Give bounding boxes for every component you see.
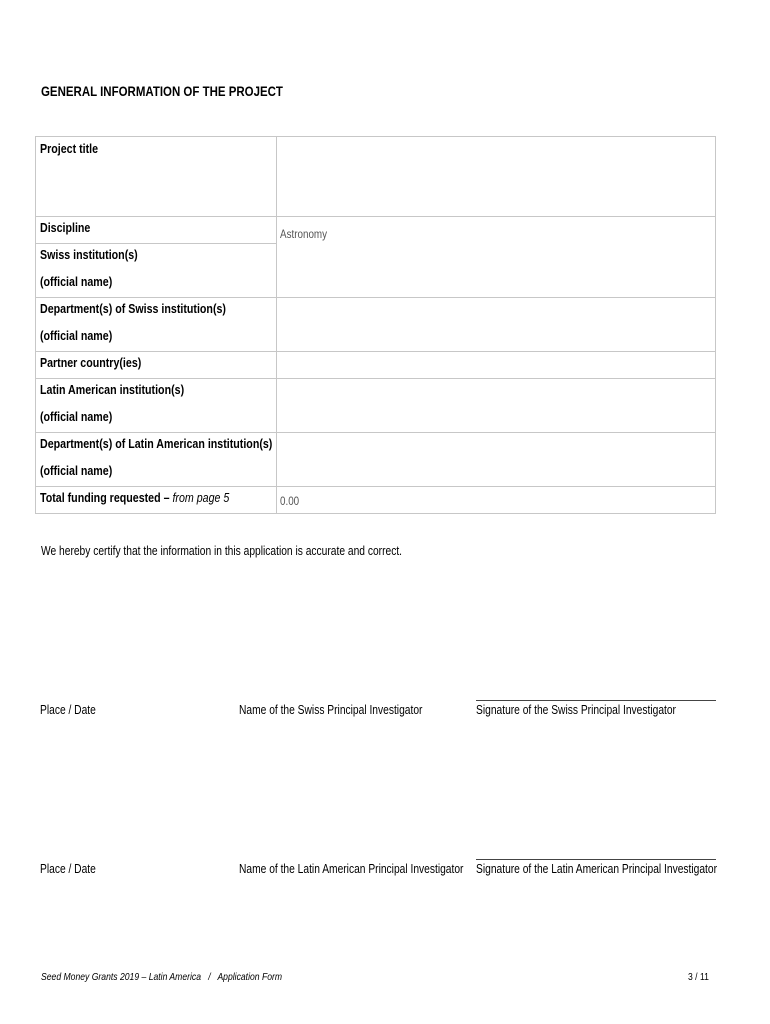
swiss-department-label: Department(s) of Swiss institution(s) bbox=[40, 301, 226, 316]
row-divider bbox=[36, 216, 715, 217]
row-divider bbox=[36, 297, 715, 298]
latam-department-label: Department(s) of Latin American institution(s) bbox=[40, 436, 273, 451]
latam-institution-label: Latin American institution(s) bbox=[40, 382, 185, 397]
swiss-place-date: Place / Date bbox=[40, 703, 96, 717]
row-divider bbox=[36, 378, 715, 379]
swiss-department-sub: (official name) bbox=[40, 328, 113, 343]
swiss-signature-line[interactable] bbox=[476, 700, 716, 701]
latam-signature-line[interactable] bbox=[476, 859, 716, 860]
partner-country-field[interactable] bbox=[280, 357, 710, 375]
partner-country-label: Partner country(ies) bbox=[40, 355, 142, 370]
swiss-institution-label: Swiss institution(s) bbox=[40, 247, 138, 262]
project-title-label: Project title bbox=[40, 141, 99, 156]
swiss-institution-sub: (official name) bbox=[40, 274, 113, 289]
swiss-department-field[interactable] bbox=[280, 305, 710, 345]
latam-department-sub: (official name) bbox=[40, 463, 113, 478]
total-funding-label: Total funding requested – from page 5 bbox=[40, 490, 230, 505]
row-divider bbox=[36, 351, 715, 352]
total-funding-field[interactable]: 0.00 bbox=[280, 494, 300, 508]
certification-statement: We hereby certify that the information in this application is accurate and correct. bbox=[41, 544, 403, 558]
swiss-pi-name-label: Name of the Swiss Principal Investigator bbox=[239, 703, 423, 717]
section-title: GENERAL INFORMATION OF THE PROJECT bbox=[41, 83, 283, 99]
discipline-field[interactable]: Astronomy bbox=[280, 227, 328, 241]
page-number: 3 / 11 bbox=[688, 971, 709, 983]
row-divider bbox=[36, 486, 715, 487]
latam-department-field[interactable] bbox=[280, 439, 710, 479]
swiss-pi-signature-label: Signature of the Swiss Principal Investigator bbox=[476, 703, 676, 717]
project-title-field[interactable] bbox=[280, 141, 710, 211]
footer-document-title: Seed Money Grants 2019 – Latin America / Application Form bbox=[41, 971, 283, 983]
latam-place-date: Place / Date bbox=[40, 862, 96, 876]
latam-pi-name-label: Name of the Latin American Principal Investigator bbox=[239, 862, 464, 876]
latam-institution-field[interactable] bbox=[280, 385, 710, 425]
total-funding-note: from page 5 bbox=[172, 490, 230, 505]
column-divider bbox=[276, 137, 277, 513]
row-divider bbox=[36, 432, 715, 433]
row-divider bbox=[36, 243, 276, 244]
discipline-label: Discipline bbox=[40, 220, 91, 235]
latam-institution-sub: (official name) bbox=[40, 409, 113, 424]
latam-pi-signature-label: Signature of the Latin American Principal Investigator bbox=[476, 862, 718, 876]
project-info-table bbox=[35, 136, 716, 514]
